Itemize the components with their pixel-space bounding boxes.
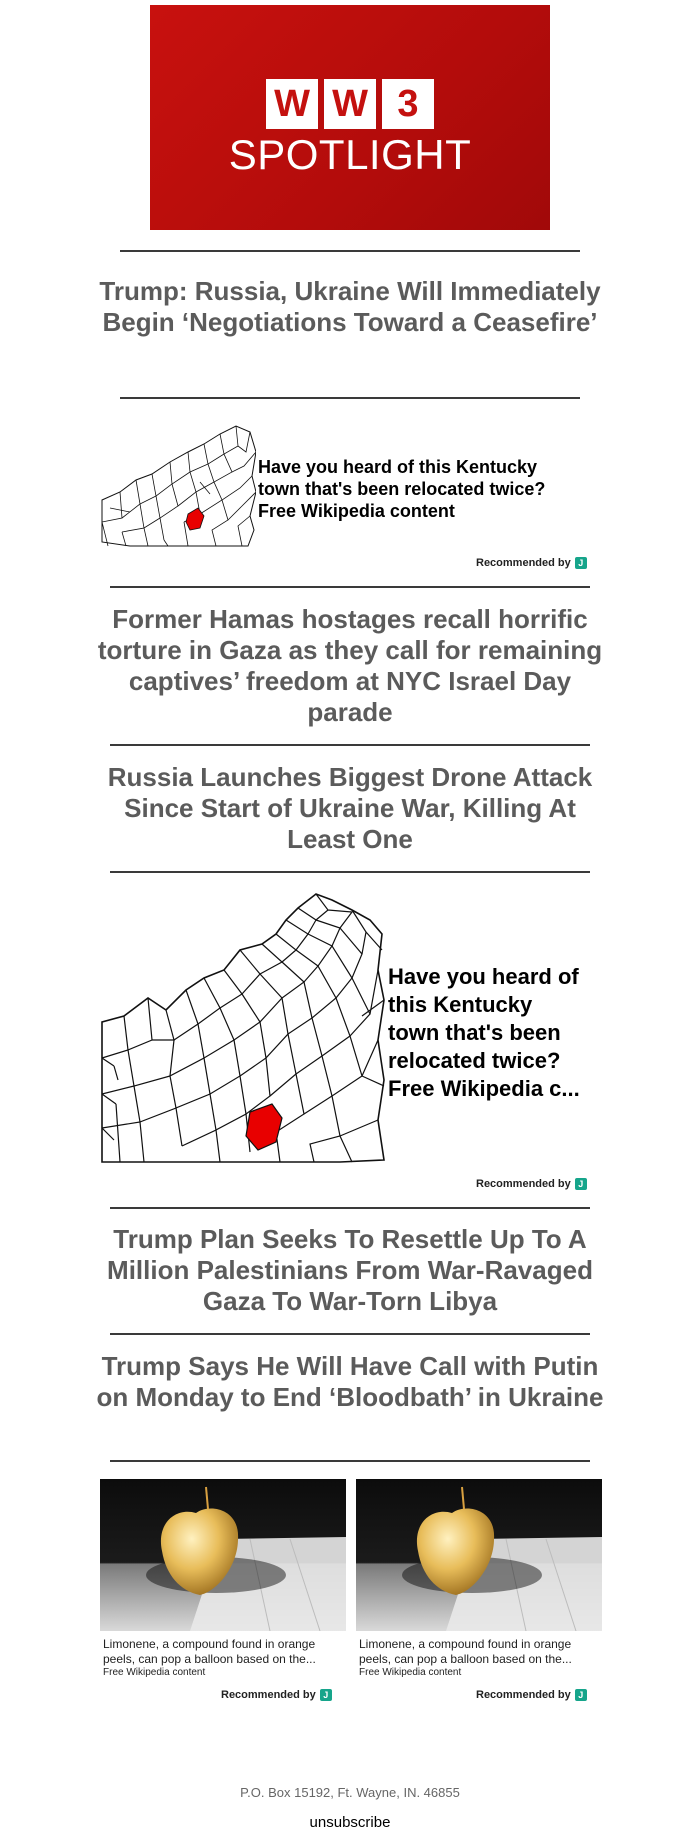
divider (110, 586, 590, 588)
recommended-logo-icon: J (575, 1689, 587, 1701)
logo-wordmark: SPOTLIGHT (228, 131, 472, 178)
recommended-label: Recommended by (476, 1178, 571, 1190)
promo-line: town that's been (388, 1020, 561, 1045)
logo-letter-boxes (266, 79, 434, 129)
divider (120, 250, 580, 252)
recommended-logo-icon: J (575, 1178, 587, 1190)
headline-text: Trump Plan Seeks To Resettle Up To A Million Palestinians From War-Ravaged Gaza To War-Torn Libya (107, 1224, 593, 1316)
promo-line: Have you heard of (388, 964, 579, 989)
card-source: Free Wikipedia content (103, 1667, 206, 1678)
promo-line: this Kentucky (388, 992, 533, 1017)
headline-text: Former Hamas hostages recall horrific torture in Gaza as they call for remaining captives’ freedom at NYC Israel Day parade (97, 604, 603, 727)
promo-headline-large[interactable] (388, 963, 603, 1103)
headline-link-2[interactable] (95, 604, 605, 728)
divider (120, 397, 580, 399)
logo-letter: 3 (382, 79, 434, 129)
card-caption: peels, can pop a balloon based on the... (103, 1652, 316, 1666)
headline-link-4[interactable] (95, 1224, 605, 1317)
unsubscribe-link[interactable]: unsubscribe (309, 1814, 391, 1831)
headline-link-1[interactable] (95, 276, 605, 338)
recommended-by[interactable] (476, 557, 587, 569)
headline-text: Russia Launches Biggest Drone Attack Since Start of Ukraine War, Killing At Least One (107, 762, 593, 854)
divider (110, 1460, 590, 1462)
headline-text: Trump: Russia, Ukraine Will Immediately Begin ‘Negotiations Toward a Ceasefire’ (99, 276, 601, 337)
promo-line: Free Wikipedia c... (388, 1076, 580, 1101)
promo-line: relocated twice? (388, 1048, 561, 1073)
promo-source: Free Wikipedia content (258, 501, 455, 521)
recommended-logo-icon: J (575, 557, 587, 569)
card-text-2[interactable] (359, 1637, 605, 1678)
recommended-by[interactable] (476, 1689, 587, 1701)
promo-headline-small[interactable] (258, 456, 598, 522)
promo-line: town that's been relocated twice? (258, 479, 546, 499)
promo-line: Have you heard of this Kentucky (258, 457, 538, 477)
headline-link-5[interactable] (95, 1351, 605, 1413)
logo-letter: W (266, 79, 318, 129)
card-source: Free Wikipedia content (359, 1667, 462, 1678)
brand-logo[interactable] (150, 5, 550, 230)
divider (110, 871, 590, 873)
recommended-by[interactable] (221, 1689, 332, 1701)
card-caption: Limonene, a compound found in orange (103, 1637, 316, 1651)
recommended-by[interactable] (476, 1178, 587, 1190)
headline-link-3[interactable] (95, 762, 605, 855)
recommended-logo-icon: J (320, 1689, 332, 1701)
kentucky-map-thumbnail[interactable] (100, 422, 256, 550)
divider (110, 1333, 590, 1335)
card-text-1[interactable] (103, 1637, 349, 1678)
card-image-1[interactable] (100, 1479, 346, 1631)
divider (110, 1207, 590, 1209)
card-image-2[interactable] (356, 1479, 602, 1631)
recommended-label: Recommended by (476, 1689, 571, 1701)
recommended-label: Recommended by (476, 557, 571, 569)
footer-address: P.O. Box 15192, Ft. Wayne, IN. 46855 (240, 1785, 460, 1800)
headline-text: Trump Says He Will Have Call with Putin on Monday to End ‘Bloodbath’ in Ukraine (96, 1351, 604, 1412)
recommended-label: Recommended by (221, 1689, 316, 1701)
card-caption: peels, can pop a balloon based on the... (359, 1652, 572, 1666)
kentucky-map-image[interactable] (100, 890, 386, 1168)
card-caption: Limonene, a compound found in orange (359, 1637, 572, 1651)
divider (110, 744, 590, 746)
logo-letter: W (324, 79, 376, 129)
